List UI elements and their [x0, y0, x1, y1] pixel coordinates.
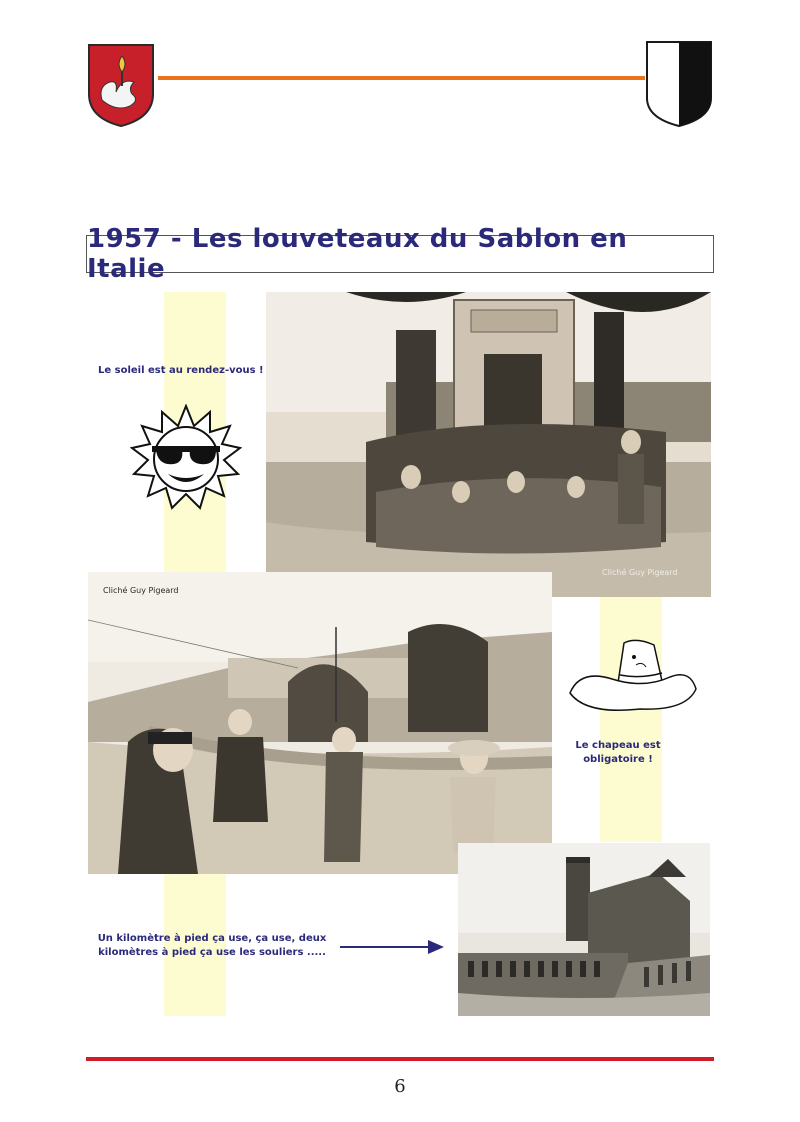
- photo-basilica: [458, 843, 710, 1016]
- photo-group-at-monument: [266, 292, 711, 597]
- town-crest-logo: [86, 42, 156, 128]
- arrow-right-icon: [340, 937, 444, 957]
- page-number: 6: [394, 1076, 406, 1097]
- header-rule: [158, 76, 645, 80]
- title-box: [86, 224, 714, 284]
- footer-rule: [86, 1057, 714, 1061]
- photo-credit: Cliché Guy Pigeard: [103, 586, 179, 595]
- photo-scouts-walking: [88, 572, 552, 874]
- heraldic-shield-logo: [645, 40, 713, 128]
- photo-credit: Cliché Guy Pigeard: [602, 568, 678, 577]
- caption-sun: Le soleil est au rendez-vous !: [98, 365, 264, 376]
- caption-walk: Un kilomètre à pied ça use, ça use, deux kilomètres à pied ça use les souliers .....: [97, 933, 327, 958]
- caption-hat: Le chapeau est obligatoire !: [575, 740, 661, 765]
- sun-sunglasses-icon: [130, 404, 242, 514]
- hat-icon: [566, 635, 698, 717]
- page-title: 1957 - Les louveteaux du Sablon en Italie: [87, 224, 628, 284]
- decorative-strip: [600, 596, 662, 842]
